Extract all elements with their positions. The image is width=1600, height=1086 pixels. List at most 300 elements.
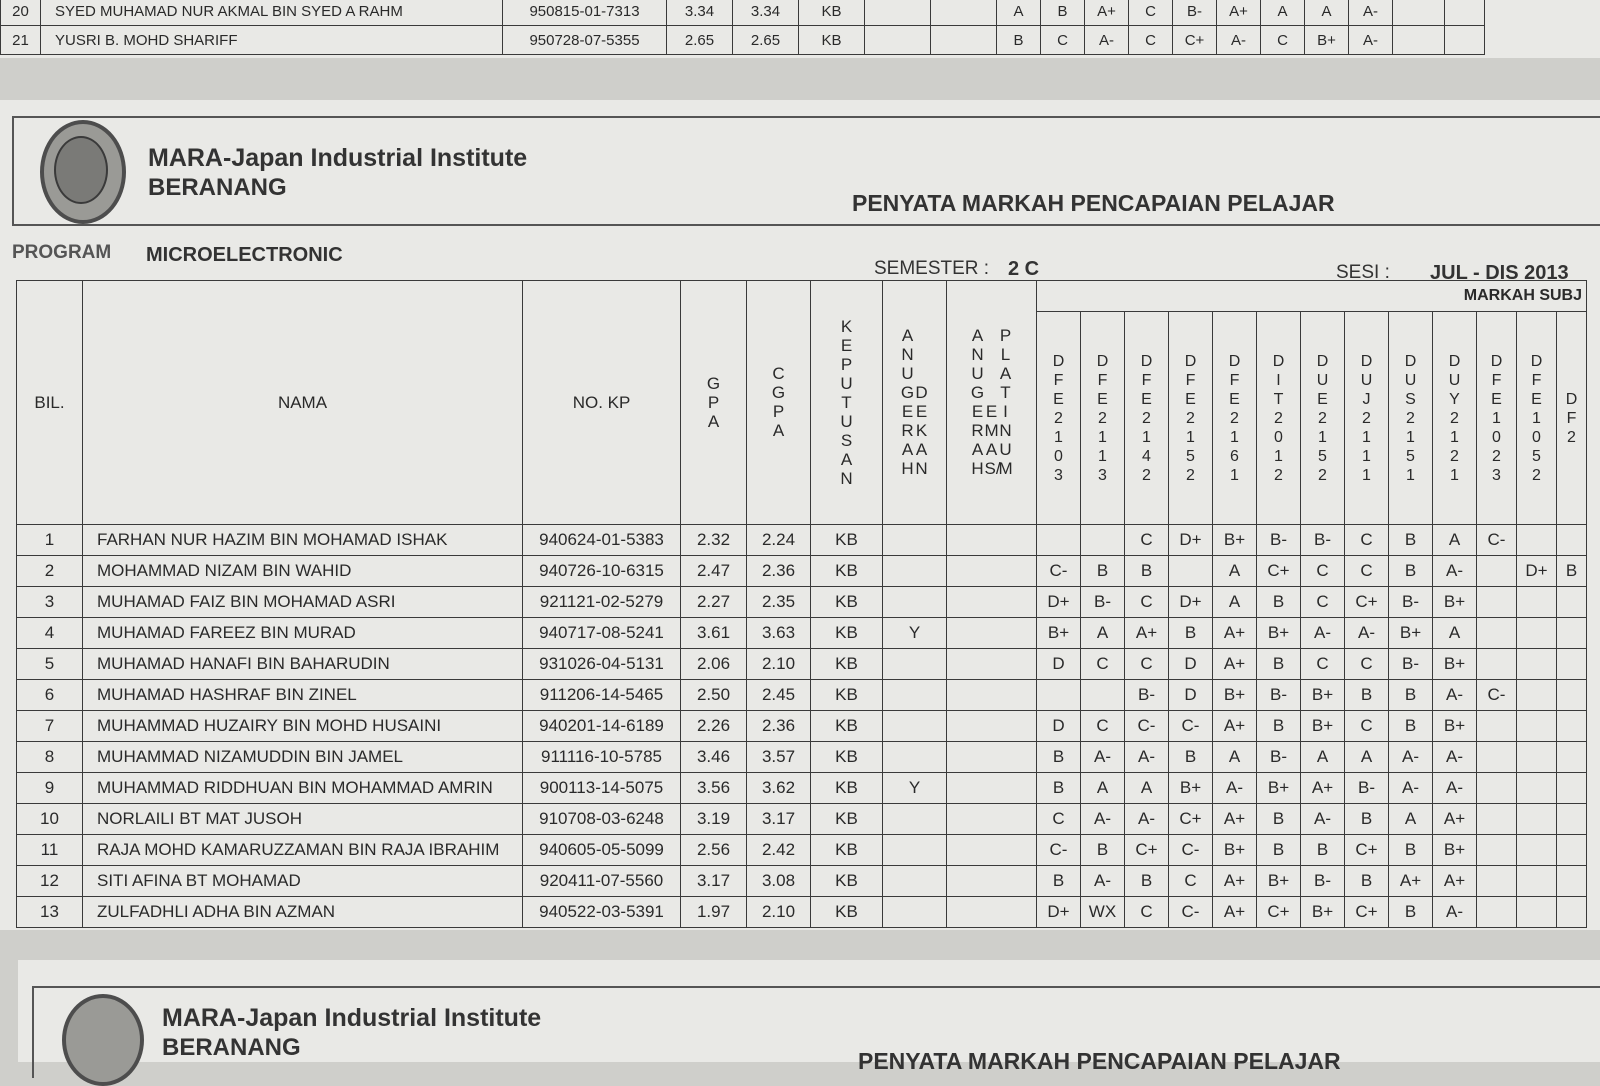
grade-cell: [1037, 680, 1081, 711]
grade-cell: B+: [1257, 866, 1301, 897]
grade-cell: A+: [1213, 618, 1257, 649]
col-no-kp: NO. KP: [523, 281, 681, 525]
student-name: NORLAILI BT MAT JUSOH: [83, 804, 523, 835]
grade-cell: [1557, 804, 1587, 835]
grade-cell: [1477, 866, 1517, 897]
ic-number: 910708-03-6248: [523, 804, 681, 835]
gpa-value: 2.27: [681, 587, 747, 618]
grade-cell: A: [1433, 618, 1477, 649]
cgpa-value: 2.65: [733, 26, 799, 55]
subject-code: DFE2161: [1228, 352, 1241, 484]
grade-cell: [1477, 556, 1517, 587]
row-number: 2: [17, 556, 83, 587]
grade-cell: B: [1389, 835, 1433, 866]
gpa-value: 2.65: [667, 26, 733, 55]
grade-cell: A-: [1125, 742, 1169, 773]
col-gpa: GPA: [681, 281, 747, 525]
grade-cell: C: [1125, 897, 1169, 928]
grade-cell: [1477, 711, 1517, 742]
ic-number: 900113-14-5075: [523, 773, 681, 804]
grade-cell: D: [1169, 680, 1213, 711]
grade-cell: B+: [1301, 680, 1345, 711]
grade-cell: D+: [1517, 556, 1557, 587]
grade-cell: [1557, 711, 1587, 742]
ic-number: 911116-10-5785: [523, 742, 681, 773]
cgpa-value: 3.63: [747, 618, 811, 649]
grade-cell: A: [1213, 587, 1257, 618]
grade-cell: [1477, 773, 1517, 804]
grade-cell: B: [1169, 618, 1213, 649]
grade-cell: [1517, 897, 1557, 928]
award-dekan: [883, 587, 947, 618]
grade-cell: B-: [1125, 680, 1169, 711]
ic-number: 950728-07-5355: [503, 26, 667, 55]
grade-cell: C+: [1345, 835, 1389, 866]
grade-cell: C: [1037, 804, 1081, 835]
grade-cell: [1557, 587, 1587, 618]
grade-cell: B: [1081, 835, 1125, 866]
grade-cell: [1557, 866, 1587, 897]
grade-cell: [1477, 618, 1517, 649]
grade-cell: B+: [1037, 618, 1081, 649]
grade-cell: B+: [1301, 711, 1345, 742]
ic-number: 940605-05-5099: [523, 835, 681, 866]
grade-cell: A: [1081, 773, 1125, 804]
grade-cell: C: [1345, 711, 1389, 742]
result-status: KB: [811, 742, 883, 773]
subject-code: DFE1052: [1530, 352, 1543, 484]
grade-cell: C+: [1345, 587, 1389, 618]
grade-cell: [1393, 26, 1445, 55]
grade-cell: B: [1389, 711, 1433, 742]
col-anugerah-dekan: ANUGERAHDEKAN: [883, 281, 947, 525]
grade-cell: C: [1129, 26, 1173, 55]
institute-logo-next: [62, 994, 144, 1086]
award-platinum: [947, 649, 1037, 680]
grade-cell: B: [1257, 711, 1301, 742]
grade-cell: [1557, 525, 1587, 556]
grade-cell: C+: [1173, 26, 1217, 55]
previous-page-fragment: [0, 0, 1600, 58]
row-number: 21: [1, 26, 41, 55]
award-dekan: Y: [883, 773, 947, 804]
grade-cell: C+: [1125, 835, 1169, 866]
award-platinum: [947, 773, 1037, 804]
grade-cell: C-: [1169, 897, 1213, 928]
cgpa-value: 2.35: [747, 587, 811, 618]
grade-cell: A-: [1213, 773, 1257, 804]
col-cgpa: CGPA: [747, 281, 811, 525]
award-platinum: [947, 711, 1037, 742]
table-row: [17, 680, 1587, 711]
marks-table: [16, 280, 1587, 928]
row-number: 13: [17, 897, 83, 928]
row-number: 8: [17, 742, 83, 773]
cgpa-value: 3.62: [747, 773, 811, 804]
grade-cell: C-: [1037, 835, 1081, 866]
subject-code-header: [1257, 312, 1301, 525]
grade-cell: A-: [1433, 556, 1477, 587]
grade-cell: A+: [1301, 773, 1345, 804]
grade-cell: D: [1037, 649, 1081, 680]
subject-code-header: [1557, 312, 1587, 525]
grade-cell: A: [1433, 525, 1477, 556]
student-name: MUHAMAD FAIZ BIN MOHAMAD ASRI: [83, 587, 523, 618]
grade-cell: A-: [1081, 804, 1125, 835]
grade-cell: [1517, 804, 1557, 835]
grade-cell: A+: [1213, 649, 1257, 680]
award-platinum: [931, 26, 997, 55]
award-platinum: [947, 556, 1037, 587]
cgpa-value: 2.10: [747, 897, 811, 928]
grade-cell: B-: [1301, 866, 1345, 897]
grade-cell: B-: [1257, 742, 1301, 773]
award-platinum: [947, 587, 1037, 618]
grade-cell: [1517, 649, 1557, 680]
cgpa-value: 2.24: [747, 525, 811, 556]
grade-cell: A-: [1081, 866, 1125, 897]
grade-cell: B+: [1213, 525, 1257, 556]
grade-cell: B+: [1433, 711, 1477, 742]
award-platinum: [931, 0, 997, 26]
col-anugerah-platinum: ANUGERAHEMAS/PLATINUM: [947, 281, 1037, 525]
program-value: MICROELECTRONIC: [146, 244, 343, 266]
gpa-value: 3.56: [681, 773, 747, 804]
grade-cell: D: [1037, 711, 1081, 742]
grade-cell: B+: [1433, 835, 1477, 866]
grade-cell: B+: [1433, 649, 1477, 680]
cgpa-value: 3.57: [747, 742, 811, 773]
grade-cell: [1517, 525, 1557, 556]
grade-cell: [1477, 649, 1517, 680]
grade-cell: C: [1041, 26, 1085, 55]
grade-cell: [1517, 742, 1557, 773]
grade-cell: B+: [1305, 26, 1349, 55]
student-name: YUSRI B. MOHD SHARIFF: [41, 26, 503, 55]
grade-cell: B: [1389, 680, 1433, 711]
grade-cell: C-: [1477, 525, 1517, 556]
grade-cell: A-: [1301, 804, 1345, 835]
student-name: FARHAN NUR HAZIM BIN MOHAMAD ISHAK: [83, 525, 523, 556]
subject-code: DUJ2111: [1360, 352, 1373, 484]
row-number: 3: [17, 587, 83, 618]
grade-cell: C-: [1169, 711, 1213, 742]
grade-cell: A: [1125, 773, 1169, 804]
semester-label: SEMESTER :: [874, 258, 990, 279]
grade-cell: [1557, 680, 1587, 711]
grade-cell: C: [1301, 587, 1345, 618]
grade-cell: B-: [1081, 587, 1125, 618]
result-status: KB: [811, 525, 883, 556]
grade-cell: B: [1037, 742, 1081, 773]
grade-cell: A-: [1349, 26, 1393, 55]
ic-number: 911206-14-5465: [523, 680, 681, 711]
grade-cell: A-: [1345, 618, 1389, 649]
grade-cell: [1517, 773, 1557, 804]
award-platinum: [947, 525, 1037, 556]
grade-cell: [1445, 0, 1485, 26]
table-row: [17, 866, 1587, 897]
session-value: JUL - DIS 2013: [1430, 262, 1569, 284]
student-name: SITI AFINA BT MOHAMAD: [83, 866, 523, 897]
cgpa-value: 2.42: [747, 835, 811, 866]
grade-cell: B: [1257, 649, 1301, 680]
table-row: [17, 525, 1587, 556]
subject-code-header: [1433, 312, 1477, 525]
grade-cell: [1517, 711, 1557, 742]
grade-cell: [1557, 835, 1587, 866]
grade-cell: C: [1081, 711, 1125, 742]
award-dekan: [883, 897, 947, 928]
result-status: KB: [811, 649, 883, 680]
award-dekan: Y: [883, 618, 947, 649]
grade-cell: B: [1345, 866, 1389, 897]
grade-cell: A+: [1085, 0, 1129, 26]
gpa-value: 2.32: [681, 525, 747, 556]
gpa-value: 3.19: [681, 804, 747, 835]
grade-cell: A+: [1389, 866, 1433, 897]
student-name: SYED MUHAMAD NUR AKMAL BIN SYED A RAHM: [41, 0, 503, 26]
grade-cell: B: [1257, 835, 1301, 866]
subject-code-header: [1081, 312, 1125, 525]
result-status: KB: [811, 556, 883, 587]
document-title: PENYATA MARKAH PENCAPAIAN PELAJAR: [852, 190, 1335, 216]
grade-cell: C+: [1169, 804, 1213, 835]
grade-cell: B: [1037, 773, 1081, 804]
grade-cell: [1081, 525, 1125, 556]
table-row: [17, 556, 1587, 587]
row-number: 7: [17, 711, 83, 742]
result-status: KB: [811, 804, 883, 835]
row-number: 1: [17, 525, 83, 556]
program-label: PROGRAM: [12, 242, 112, 263]
grade-cell: A+: [1433, 804, 1477, 835]
grade-cell: [1081, 680, 1125, 711]
grade-cell: A+: [1213, 804, 1257, 835]
student-name: MOHAMMAD NIZAM BIN WAHID: [83, 556, 523, 587]
grade-cell: [1557, 773, 1587, 804]
award-dekan: [883, 649, 947, 680]
grade-cell: A-: [1389, 742, 1433, 773]
gpa-value: 3.61: [681, 618, 747, 649]
award-dekan: [865, 0, 931, 26]
row-number: 11: [17, 835, 83, 866]
award-platinum: [947, 866, 1037, 897]
grade-cell: D+: [1037, 897, 1081, 928]
grade-cell: B-: [1345, 773, 1389, 804]
institute-name: MARA-Japan Industrial Institute: [148, 144, 528, 172]
result-status: KB: [811, 618, 883, 649]
result-status: KB: [811, 835, 883, 866]
grade-cell: B-: [1389, 649, 1433, 680]
grade-cell: B: [1389, 897, 1433, 928]
row-number: 10: [17, 804, 83, 835]
grade-cell: B: [1345, 680, 1389, 711]
grade-cell: C-: [1125, 711, 1169, 742]
grade-cell: A: [1213, 556, 1257, 587]
grade-cell: B+: [1257, 773, 1301, 804]
grade-cell: A-: [1125, 804, 1169, 835]
cgpa-value: 2.10: [747, 649, 811, 680]
grade-cell: C: [1345, 649, 1389, 680]
grade-cell: D+: [1169, 587, 1213, 618]
col-keputusan: KEPUTUSAN: [811, 281, 883, 525]
grade-cell: A-: [1433, 742, 1477, 773]
subject-code-header: [1345, 312, 1389, 525]
grade-cell: B: [1125, 866, 1169, 897]
result-status: KB: [811, 773, 883, 804]
subject-code: DFE2113: [1096, 352, 1109, 484]
table-row: [17, 897, 1587, 928]
award-platinum: [947, 618, 1037, 649]
grade-cell: B-: [1389, 587, 1433, 618]
grade-cell: C+: [1345, 897, 1389, 928]
award-platinum: [947, 742, 1037, 773]
grade-cell: A+: [1213, 897, 1257, 928]
row-number: 12: [17, 866, 83, 897]
award-platinum: [947, 804, 1037, 835]
grade-cell: C: [1301, 649, 1345, 680]
table-row: [17, 711, 1587, 742]
award-dekan: [883, 680, 947, 711]
award-dekan: [883, 742, 947, 773]
student-name: RAJA MOHD KAMARUZZAMAN BIN RAJA IBRAHIM: [83, 835, 523, 866]
table-row: [17, 804, 1587, 835]
grade-cell: [1517, 680, 1557, 711]
grade-cell: [1037, 525, 1081, 556]
grade-cell: C: [1125, 587, 1169, 618]
result-status: KB: [799, 0, 865, 26]
grade-cell: B: [1169, 742, 1213, 773]
grade-cell: A: [1345, 742, 1389, 773]
student-name: MUHAMMAD RIDDHUAN BIN MOHAMMAD AMRIN: [83, 773, 523, 804]
grade-cell: A+: [1213, 866, 1257, 897]
grade-cell: A+: [1433, 866, 1477, 897]
grade-cell: [1477, 587, 1517, 618]
grade-cell: A-: [1389, 773, 1433, 804]
grade-cell: [1517, 618, 1557, 649]
grade-cell: [1517, 835, 1557, 866]
col-nama: NAMA: [83, 281, 523, 525]
award-platinum: [947, 897, 1037, 928]
grade-cell: B: [1557, 556, 1587, 587]
grade-cell: B-: [1173, 0, 1217, 26]
subject-code: DIT2012: [1272, 352, 1285, 484]
grade-cell: B: [1257, 587, 1301, 618]
gpa-value: 2.26: [681, 711, 747, 742]
ic-number: 940522-03-5391: [523, 897, 681, 928]
institute-name-next: MARA-Japan Industrial Institute: [162, 1004, 542, 1032]
grade-cell: A+: [1217, 0, 1261, 26]
grade-cell: B+: [1213, 835, 1257, 866]
ic-number: 920411-07-5560: [523, 866, 681, 897]
grade-cell: [1477, 835, 1517, 866]
student-name: MUHAMAD HASHRAF BIN ZINEL: [83, 680, 523, 711]
cgpa-value: 3.17: [747, 804, 811, 835]
grade-cell: B: [1041, 0, 1085, 26]
student-name: ZULFADHLI ADHA BIN AZMAN: [83, 897, 523, 928]
grade-cell: A+: [1125, 618, 1169, 649]
row-number: 6: [17, 680, 83, 711]
grade-cell: A-: [1433, 897, 1477, 928]
grade-cell: D+: [1037, 587, 1081, 618]
row-number: 5: [17, 649, 83, 680]
grade-cell: A: [1301, 742, 1345, 773]
subject-code-header: [1169, 312, 1213, 525]
grade-cell: B+: [1301, 897, 1345, 928]
grade-cell: [1477, 804, 1517, 835]
grade-cell: A: [1305, 0, 1349, 26]
grade-cell: B+: [1257, 618, 1301, 649]
grade-cell: [1169, 556, 1213, 587]
cgpa-value: 3.34: [733, 0, 799, 26]
grade-cell: C: [1301, 556, 1345, 587]
subject-code: DFE1023: [1490, 352, 1503, 484]
grade-cell: B: [1389, 556, 1433, 587]
grade-cell: C+: [1257, 897, 1301, 928]
award-dekan: [883, 866, 947, 897]
grade-cell: C: [1125, 525, 1169, 556]
grade-cell: C: [1345, 525, 1389, 556]
student-name: MUHAMAD HANAFI BIN BAHARUDIN: [83, 649, 523, 680]
document-title-next: PENYATA MARKAH PENCAPAIAN PELAJAR: [858, 1048, 1341, 1074]
grade-cell: A-: [1349, 0, 1393, 26]
grade-cell: B: [1125, 556, 1169, 587]
ic-number: 921121-02-5279: [523, 587, 681, 618]
grade-cell: [1557, 649, 1587, 680]
table-row: [17, 773, 1587, 804]
grade-cell: A-: [1301, 618, 1345, 649]
grade-cell: A: [1213, 742, 1257, 773]
grade-cell: B-: [1301, 525, 1345, 556]
row-number: 9: [17, 773, 83, 804]
subject-code: DFE2103: [1052, 352, 1065, 484]
gpa-value: 3.17: [681, 866, 747, 897]
subject-code: DF2: [1565, 390, 1578, 446]
award-platinum: [947, 835, 1037, 866]
ic-number: 940201-14-6189: [523, 711, 681, 742]
cgpa-value: 2.45: [747, 680, 811, 711]
table-row: [1, 0, 1485, 26]
gpa-value: 2.50: [681, 680, 747, 711]
grade-cell: B+: [1213, 680, 1257, 711]
ic-number: 931026-04-5131: [523, 649, 681, 680]
award-dekan: [883, 525, 947, 556]
subject-code-header: [1037, 312, 1081, 525]
ic-number: 940624-01-5383: [523, 525, 681, 556]
subject-code-header: [1517, 312, 1557, 525]
subject-code: DFE2152: [1184, 352, 1197, 484]
subject-code-header: [1213, 312, 1257, 525]
grade-cell: B+: [1389, 618, 1433, 649]
grade-cell: B: [1081, 556, 1125, 587]
cgpa-value: 2.36: [747, 556, 811, 587]
grade-cell: C: [1129, 0, 1173, 26]
grade-cell: B: [1257, 804, 1301, 835]
subject-code-header: [1389, 312, 1433, 525]
results-sheet: [0, 100, 1600, 930]
grade-cell: C+: [1257, 556, 1301, 587]
grade-cell: B: [1389, 525, 1433, 556]
grade-cell: [1557, 742, 1587, 773]
ic-number: 940726-10-6315: [523, 556, 681, 587]
table-row: [17, 587, 1587, 618]
row-number: 4: [17, 618, 83, 649]
next-page-fragment: [18, 960, 1600, 1074]
row-number: 20: [1, 0, 41, 26]
institute-location-next: BERANANG: [162, 1034, 301, 1061]
grade-cell: A: [997, 0, 1041, 26]
